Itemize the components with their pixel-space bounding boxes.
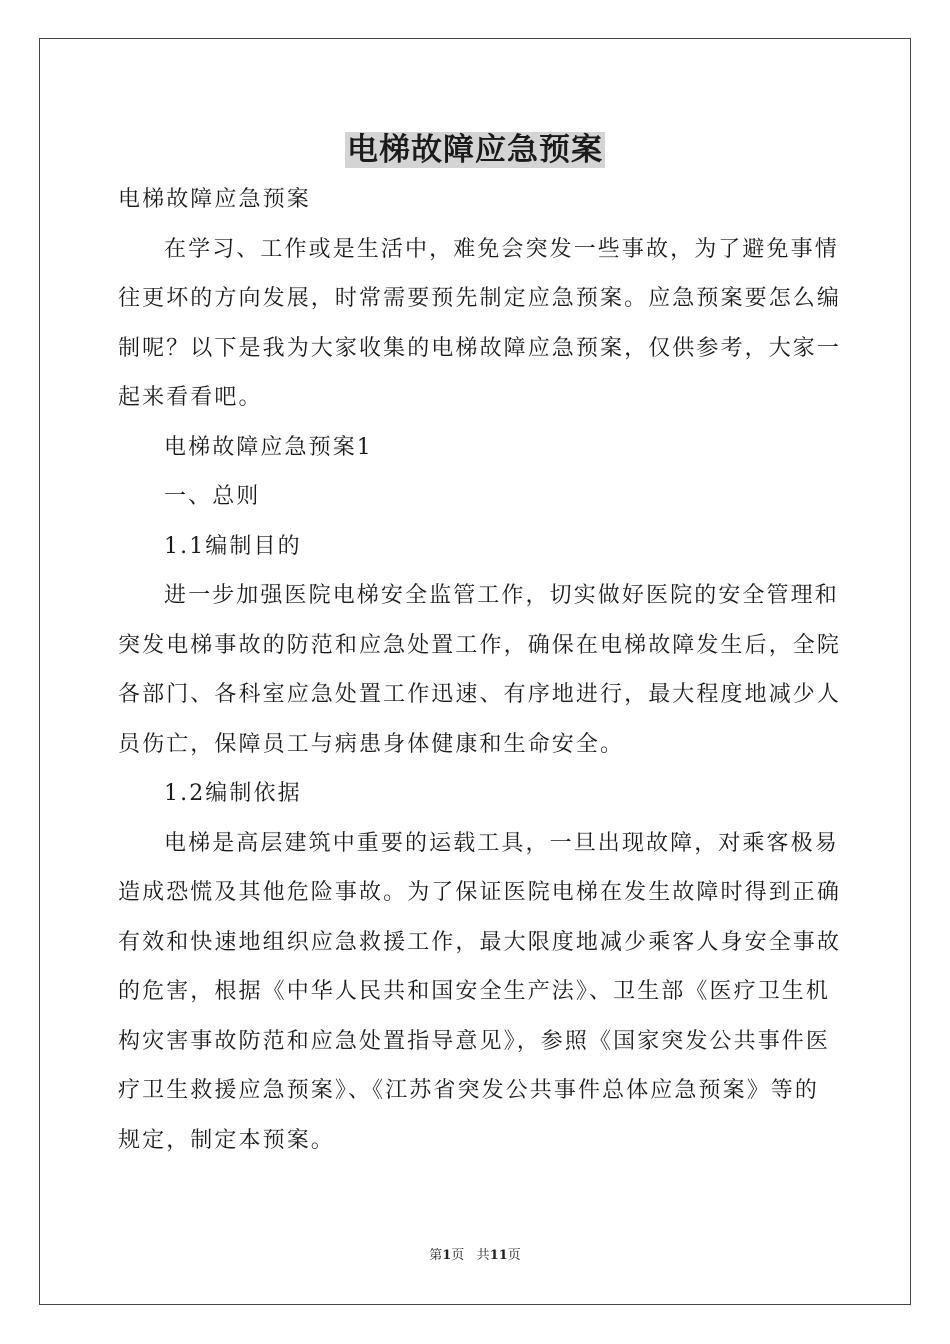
basis-line: 造成恐慌及其他危险事故。为了保证医院电梯在发生故障时得到正确 [118, 880, 842, 905]
basis-line: 规定，制定本预案。 [118, 1127, 335, 1153]
basis-line: 有效和快速地组织应急救援工作，最大限度地减少乘客人身安全事故 [118, 929, 842, 955]
document-title-text: 电梯故障应急预案 [347, 132, 603, 168]
total-pages: 11 [489, 1248, 508, 1263]
purpose-line: 各部门、各科室应急处置工作迅速、有序地进行，最大程度地减少人 [118, 682, 842, 707]
document-body [118, 175, 842, 1165]
basis-line: 疗卫生救援应急预案》、《江苏省突发公共事件总体应急预案》等的 [118, 1078, 820, 1103]
page-suffix: 页 [451, 1248, 465, 1263]
document-title [0, 128, 950, 172]
subsection-heading-1-2: 1.2编制依据 [164, 781, 302, 806]
chapter-heading: 一、总则 [164, 484, 261, 509]
total-prefix: 共 [476, 1248, 490, 1263]
basis-line: 构灾害事故防范和应急处置指导意见》，参照《国家突发公共事件医 [118, 1028, 831, 1054]
page-number: 1 [442, 1248, 452, 1263]
document-subtitle: 电梯故障应急预案 [118, 187, 311, 212]
intro-line: 制呢？以下是我为大家收集的电梯故障应急预案，仅供参考，大家一 [118, 335, 842, 361]
subsection-heading-1-1: 1.1编制目的 [164, 533, 302, 559]
total-suffix: 页 [507, 1248, 521, 1263]
purpose-line: 进一步加强医院电梯安全监管工作，切实做好医院的安全管理和 [164, 583, 839, 608]
basis-line: 的危害，根据《中华人民共和国安全生产法》、卫生部《医疗卫生机 [118, 979, 831, 1004]
page-prefix: 第 [429, 1248, 443, 1263]
page-footer [0, 1247, 950, 1265]
purpose-line: 突发电梯事故的防范和应急处置工作，确保在电梯故障发生后，全院 [118, 632, 842, 658]
purpose-line: 员伤亡，保障员工与病患身体健康和生命安全。 [118, 731, 625, 757]
section-heading: 电梯故障应急预案1 [164, 434, 373, 460]
intro-line: 在学习、工作或是生活中，难免会突发一些事故，为了避免事情 [164, 236, 839, 262]
basis-line: 电梯是高层建筑中重要的运载工具，一旦出现故障，对乘客极易 [164, 830, 839, 856]
intro-line: 起来看看吧。 [118, 385, 263, 410]
intro-line: 往更坏的方向发展，时常需要预先制定应急预案。应急预案要怎么编 [118, 286, 842, 311]
